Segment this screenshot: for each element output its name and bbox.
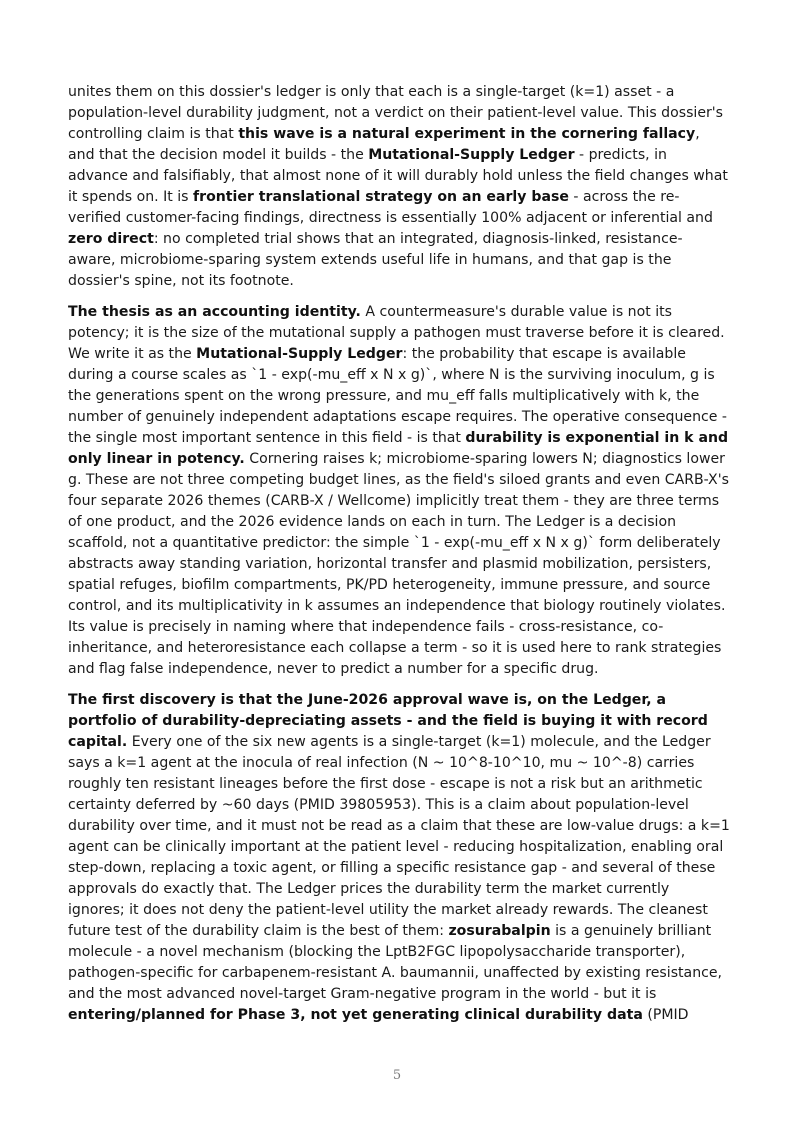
text-run: - across the re-verified customer-facing findings, directness is essentially 100% adjacent or inferential and [68, 189, 713, 226]
bold-run: zosurabalpin [448, 923, 551, 939]
text-run: - predicts, in advance and falsifiably, that almost none of it will durably hold unless the field changes what it spends on. It is [68, 147, 728, 205]
text-run: , and that the decision model it builds - the [68, 126, 700, 163]
text-run: : no completed trial shows that an integrated, diagnosis-linked, resistance-aware, microbiome-sparing system extends useful life in humans, and that gap is the dossier's spine, not its footnote. [68, 231, 683, 289]
paragraph [68, 302, 730, 680]
bold-run: entering/planned for Phase 3, not yet generating clinical durability data [68, 1007, 643, 1023]
bold-run: durability is exponential in k and only linear in potency. [68, 430, 729, 467]
text-run: unites them on this dossier's ledger is only that each is a single-target (k=1) asset - a population-level durability judgment, not a verdict on their patient-level value. This dossier's controlling claim is that [68, 84, 724, 142]
bold-run: frontier translational strategy on an early base [193, 189, 569, 205]
document-body [68, 82, 730, 1036]
text-run: is a genuinely brilliant molecule - a novel mechanism (blocking the LptB2FGC lipopolysaccharide transporter), pathogen-specific for carbapenem-resistant A. baumannii, unaffected by existing resistance, and the most advanced novel-target Gram-negative program in the world - but it is [68, 923, 723, 1002]
paragraph [68, 82, 730, 292]
text-run: Cornering raises k; microbiome-sparing lowers N; diagnostics lower g. These are not three competing budget lines, as the field's siloed grants and even CARB-X's four separate 2026 themes (CARB-X / Wellcome) implicitly treat them - they are three terms of one product, and the 2026 evidence lands on each in turn. The Ledger is a decision scaffold, not a quantitative predictor: the simple `1 - exp(-mu_eff x N x g)` form deliberately abstracts away standing variation, horizontal transfer and plasmid mobilization, persisters, spatial refuges, biofilm compartments, PK/PD heterogeneity, immune pressure, and source control, and its multiplicativity in k assumes an independence that biology routinely violates. Its value is precisely in naming where that independence fails - cross-resistance, co-inheritance, and heteroresistance each collapse a term - so it is used here to rank strategies and flag false independence, never to predict a number for a specific drug. [68, 451, 729, 677]
paragraph-lead: The first discovery is that the June-2026 approval wave is, on the Ledger, a portfolio of durability-depreciating assets - and the field is buying it with record capital. [68, 692, 708, 750]
bold-run: zero direct [68, 231, 154, 247]
bold-run: Mutational-Supply Ledger [368, 147, 575, 163]
bold-run: this wave is a natural experiment in the cornering fallacy [238, 126, 696, 142]
text-run: : the probability that escape is available during a course scales as `1 - exp(-mu_eff x N x g)`, where N is the surviving inoculum, g is the generations spent on the wrong pressure, and mu_eff falls multiplicatively with k, the number of genuinely independent adaptations escape requires. The operative consequence - the single most important sentence in this field - is that [68, 346, 727, 446]
text-run: Every one of the six new agents is a single-target (k=1) molecule, and the Ledger says a k=1 agent at the inocula of real infection (N ~ 10^8-10^10, mu ~ 10^-8) carries roughly ten resistant lineages before the first dose - escape is not a risk but an arithmetic certainty deferred by ~60 days (PMID 39805953). This is a claim about population-level durability over time, and it must not be read as a claim that these are low-value drugs: a k=1 agent can be clinically important at the patient level - reducing hospitalization, enabling oral step-down, replacing a toxic agent, or filling a specific resistance gap - and several of these approvals do exactly that. The Ledger prices the durability term the market currently ignores; it does not deny the patient-level utility the market already rewards. The cleanest future test of the durability claim is the best of them: [68, 734, 730, 939]
bold-run: Mutational-Supply Ledger [196, 346, 403, 362]
paragraph-lead: The thesis as an accounting identity. [68, 304, 361, 320]
paragraph [68, 690, 730, 1026]
text-run: (PMID [642, 1007, 689, 1023]
page-number: 5 [392, 1068, 402, 1083]
text-run: A countermeasure's durable value is not its potency; it is the size of the mutational supply a pathogen must traverse before it is cleared. We write it as the [68, 304, 725, 362]
